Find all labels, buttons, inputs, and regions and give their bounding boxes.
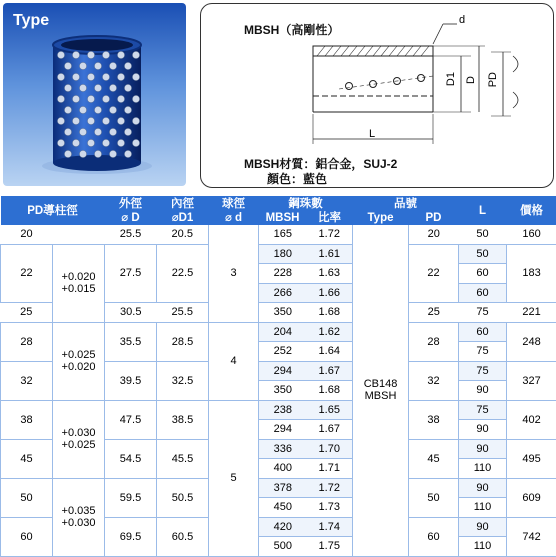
- mbsh-cell: 204: [259, 322, 307, 342]
- length-cell: 60: [459, 283, 507, 303]
- tolerance-lower: +0.020: [53, 361, 104, 373]
- ball-dot: [102, 117, 109, 124]
- ball-dot: [124, 84, 131, 91]
- ball-dot: [117, 95, 124, 102]
- outer-dia-cell: 25.5: [105, 225, 157, 244]
- ball-dot: [124, 150, 131, 157]
- outer-dia-cell: 27.5: [105, 244, 157, 303]
- part-pd-cell: 22: [409, 244, 459, 303]
- type-cell: [353, 225, 409, 556]
- pd-guide-cell: 28: [1, 322, 53, 361]
- ball-dot: [57, 73, 64, 80]
- table-row: [1, 244, 556, 264]
- ball-dot: [87, 51, 94, 58]
- ball-dot: [64, 128, 71, 135]
- table-row: [1, 225, 556, 244]
- ball-dot: [72, 95, 79, 102]
- ball-cage-image: [3, 3, 186, 186]
- mbsh-cell: 350: [259, 303, 307, 323]
- price-cell: 742: [507, 517, 556, 556]
- length-cell: 90: [459, 439, 507, 459]
- outer-dia-cell: 69.5: [105, 517, 157, 556]
- tolerance-upper: +0.020: [53, 271, 104, 283]
- outer-dia-cell: 39.5: [105, 361, 157, 400]
- ratio-cell: 1.61: [307, 244, 353, 264]
- header-outer-sym: ⌀ D: [105, 211, 157, 225]
- ball-dot: [117, 117, 124, 124]
- tolerance-cell: [53, 478, 105, 556]
- pd-guide-cell: 20: [1, 225, 53, 244]
- ball-dot: [79, 128, 86, 135]
- ball-dot: [72, 51, 79, 58]
- table-row: [1, 478, 556, 498]
- ball-dot: [79, 84, 86, 91]
- ratio-cell: 1.68: [307, 381, 353, 401]
- length-cell: 110: [459, 537, 507, 557]
- ball-dot: [124, 62, 131, 69]
- tolerance-cell: [53, 322, 105, 400]
- mbsh-cell: 400: [259, 459, 307, 479]
- length-cell: 90: [459, 478, 507, 498]
- tolerance-lower: +0.025: [53, 439, 104, 451]
- ball-dot: [117, 73, 124, 80]
- part-pd-cell: 25: [409, 303, 459, 323]
- header-L: L: [459, 196, 507, 225]
- tolerance-lower: +0.030: [53, 517, 104, 529]
- ball-dot: [102, 73, 109, 80]
- ball-dot: [109, 84, 116, 91]
- inner-dia-cell: 45.5: [157, 439, 209, 478]
- ratio-cell: 1.75: [307, 537, 353, 557]
- tolerance-upper: +0.030: [53, 427, 104, 439]
- header-pd: PD: [409, 211, 459, 225]
- length-cell: 75: [459, 400, 507, 420]
- ball-dot: [117, 51, 124, 58]
- part-pd-cell: 20: [409, 225, 459, 244]
- length-cell: 60: [459, 322, 507, 342]
- ball-dot: [94, 84, 101, 91]
- pd-guide-cell: 50: [1, 478, 53, 517]
- ball-dot: [87, 73, 94, 80]
- ball-dot: [94, 128, 101, 135]
- ratio-cell: 1.72: [307, 225, 353, 244]
- header-price: 價格: [507, 196, 556, 225]
- dim-D-label: D: [465, 76, 477, 84]
- mbsh-cell: 420: [259, 517, 307, 537]
- length-cell: 75: [459, 361, 507, 381]
- header-inner-sym: ⌀D1: [157, 211, 209, 225]
- mbsh-cell: 228: [259, 264, 307, 284]
- ball-dot: [72, 73, 79, 80]
- part-pd-cell: 28: [409, 322, 459, 361]
- outer-dia-cell: 54.5: [105, 439, 157, 478]
- pd-guide-cell: 32: [1, 361, 53, 400]
- ball-dot: [72, 117, 79, 124]
- ratio-cell: 1.64: [307, 342, 353, 362]
- ball-dot: [57, 51, 64, 58]
- outer-dia-cell: 59.5: [105, 478, 157, 517]
- ratio-cell: 1.67: [307, 420, 353, 440]
- price-cell: 183: [507, 244, 556, 303]
- type-line-2: MBSH: [353, 390, 408, 402]
- price-cell: 160: [507, 225, 556, 244]
- ball-dot: [79, 150, 86, 157]
- header-steel-ball-count: 鋼珠數: [259, 196, 353, 211]
- header-area: [0, 0, 556, 190]
- mbsh-cell: 450: [259, 498, 307, 518]
- price-cell: 327: [507, 361, 556, 400]
- mbsh-cell: 238: [259, 400, 307, 420]
- ball-dia-cell: 4: [209, 322, 259, 400]
- inner-dia-cell: 22.5: [157, 244, 209, 303]
- ball-dot: [124, 128, 131, 135]
- length-cell: 50: [459, 225, 507, 244]
- ball-dot: [87, 139, 94, 146]
- ratio-cell: 1.63: [307, 264, 353, 284]
- mbsh-cell: 378: [259, 478, 307, 498]
- diagram-title: MBSH（高剛性）: [244, 21, 339, 38]
- dim-pd-label: PD: [487, 72, 499, 87]
- inner-dia-cell: 20.5: [157, 225, 209, 244]
- ball-dot: [102, 51, 109, 58]
- ball-dot: [94, 150, 101, 157]
- mbsh-cell: 180: [259, 244, 307, 264]
- inner-dia-cell: 28.5: [157, 322, 209, 361]
- price-cell: 609: [507, 478, 556, 517]
- ball-dot: [57, 139, 64, 146]
- length-cell: 90: [459, 420, 507, 440]
- length-cell: 75: [459, 342, 507, 362]
- price-cell: 221: [507, 303, 556, 323]
- tolerance-cell: [53, 400, 105, 478]
- dim-d-label: d: [459, 14, 465, 26]
- header-mbsh: MBSH: [259, 211, 307, 225]
- material-spec: MBSH材質：鋁合金，SUJ-2: [244, 155, 397, 172]
- header-outer-dia: 外徑: [105, 196, 157, 211]
- inner-dia-cell: 38.5: [157, 400, 209, 439]
- ratio-cell: 1.65: [307, 400, 353, 420]
- ball-dot: [117, 139, 124, 146]
- mbsh-cell: 294: [259, 420, 307, 440]
- ball-dot: [87, 95, 94, 102]
- ball-dot: [64, 62, 71, 69]
- ball-dot: [132, 117, 139, 124]
- part-pd-cell: 50: [409, 478, 459, 517]
- dim-L-label: L: [369, 128, 375, 140]
- pd-guide-cell: 45: [1, 439, 53, 478]
- ratio-cell: 1.66: [307, 283, 353, 303]
- length-cell: 50: [459, 244, 507, 264]
- length-cell: 90: [459, 381, 507, 401]
- tolerance-lower: +0.015: [53, 283, 104, 295]
- price-cell: 402: [507, 400, 556, 439]
- header-ratio: 比率: [307, 211, 353, 225]
- part-pd-cell: 38: [409, 400, 459, 439]
- length-cell: 60: [459, 264, 507, 284]
- header-ball-sym: ⌀ d: [209, 211, 259, 225]
- part-pd-cell: 45: [409, 439, 459, 478]
- header-type: Type: [353, 211, 409, 225]
- price-cell: 248: [507, 322, 556, 361]
- length-cell: 75: [459, 303, 507, 323]
- length-cell: 110: [459, 459, 507, 479]
- ball-dot: [109, 62, 116, 69]
- ball-dot: [87, 117, 94, 124]
- ratio-cell: 1.72: [307, 478, 353, 498]
- dimension-diagram: [200, 3, 554, 188]
- table-row: [1, 400, 556, 420]
- inner-dia-cell: 60.5: [157, 517, 209, 556]
- ball-dot: [109, 106, 116, 113]
- ratio-cell: 1.71: [307, 459, 353, 479]
- ratio-cell: 1.62: [307, 322, 353, 342]
- type-label: Type: [13, 12, 49, 30]
- ball-dot: [64, 106, 71, 113]
- ball-dot: [109, 128, 116, 135]
- ball-dot: [102, 95, 109, 102]
- price-cell: 495: [507, 439, 556, 478]
- dim-d1-label: D1: [445, 72, 457, 86]
- ratio-cell: 1.74: [307, 517, 353, 537]
- tolerance-cell: [53, 244, 105, 322]
- mbsh-cell: 294: [259, 361, 307, 381]
- inner-dia-cell: 50.5: [157, 478, 209, 517]
- ratio-cell: 1.67: [307, 361, 353, 381]
- table-row: [1, 322, 556, 342]
- outer-dia-cell: 30.5: [105, 303, 157, 323]
- pd-guide-cell: 38: [1, 400, 53, 439]
- product-photo-panel: [3, 3, 186, 186]
- ratio-cell: 1.73: [307, 498, 353, 518]
- ball-dot: [57, 95, 64, 102]
- outer-dia-cell: 35.5: [105, 322, 157, 361]
- part-pd-cell: 60: [409, 517, 459, 556]
- spec-table: [0, 196, 556, 557]
- ball-dot: [57, 117, 64, 124]
- header-part-no: 品號: [353, 196, 459, 211]
- ball-dot: [124, 106, 131, 113]
- ball-dot: [132, 139, 139, 146]
- ball-dot: [132, 51, 139, 58]
- header-inner-dia: 內徑: [157, 196, 209, 211]
- length-cell: 110: [459, 498, 507, 518]
- tolerance-upper: +0.035: [53, 505, 104, 517]
- header-ball-dia: 球徑: [209, 196, 259, 211]
- part-pd-cell: 32: [409, 361, 459, 400]
- length-cell: 90: [459, 517, 507, 537]
- mbsh-cell: 252: [259, 342, 307, 362]
- ball-dot: [94, 62, 101, 69]
- pd-guide-cell: 25: [1, 303, 53, 323]
- inner-dia-cell: 32.5: [157, 361, 209, 400]
- mbsh-cell: 165: [259, 225, 307, 244]
- inner-dia-cell: 25.5: [157, 303, 209, 323]
- header-pd-guide: PD導柱徑: [1, 196, 105, 225]
- mbsh-cell: 500: [259, 537, 307, 557]
- tolerance-cell: [53, 225, 105, 244]
- ball-dot: [132, 73, 139, 80]
- ball-dot: [94, 106, 101, 113]
- ball-dot: [72, 139, 79, 146]
- type-line-1: CB148: [353, 378, 408, 390]
- mbsh-cell: 336: [259, 439, 307, 459]
- mbsh-cell: 266: [259, 283, 307, 303]
- pd-guide-cell: 22: [1, 244, 53, 303]
- ball-dot: [79, 62, 86, 69]
- ball-dot: [102, 139, 109, 146]
- color-spec: 顏色：藍色: [267, 170, 327, 187]
- ball-dot: [132, 95, 139, 102]
- mbsh-cell: 350: [259, 381, 307, 401]
- ratio-cell: 1.70: [307, 439, 353, 459]
- outer-dia-cell: 47.5: [105, 400, 157, 439]
- ball-dot: [64, 150, 71, 157]
- ratio-cell: 1.68: [307, 303, 353, 323]
- ball-dot: [109, 150, 116, 157]
- ball-dot: [64, 84, 71, 91]
- ball-dia-cell: 5: [209, 400, 259, 556]
- ball-dot: [79, 106, 86, 113]
- pd-guide-cell: 60: [1, 517, 53, 556]
- ball-dia-cell: 3: [209, 225, 259, 322]
- tolerance-upper: +0.025: [53, 349, 104, 361]
